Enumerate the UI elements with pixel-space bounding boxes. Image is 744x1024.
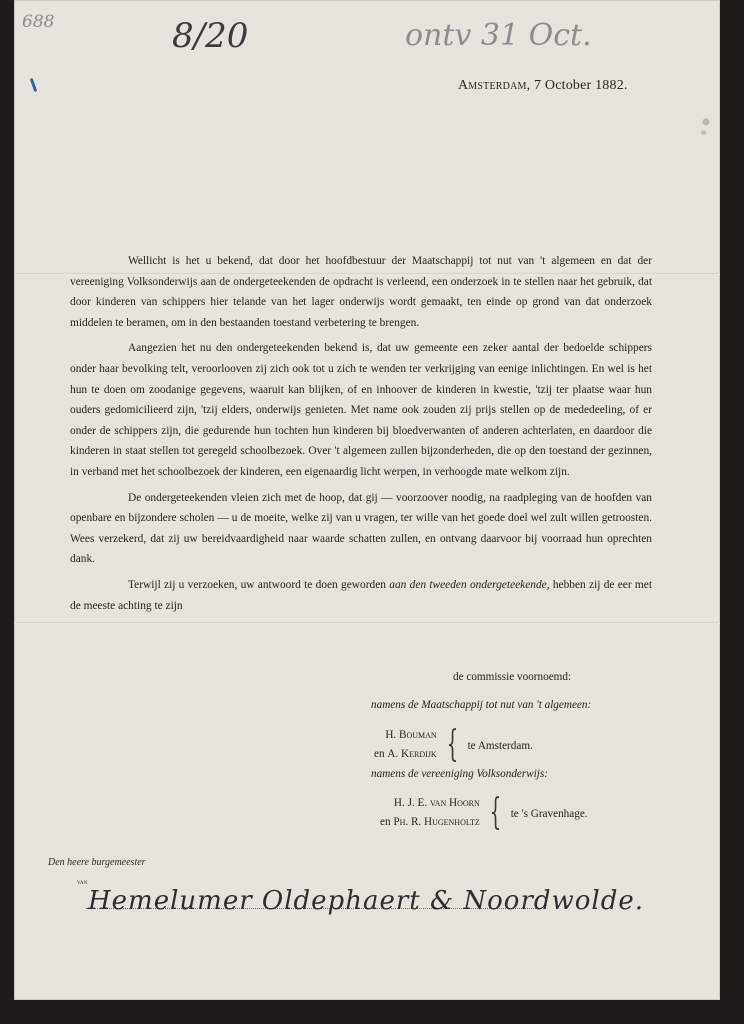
signature-group-gravenhage <box>380 794 588 832</box>
paragraph-3: De ondergeteekenden vleien zich met de hoop, dat gij — voorzoover noodig, na raadpleging van de hoofden van openbare en bijzondere scholen — u de moeite, welke zij van u vragen, ter wille van het goede doel wel zult willen getroosten. Wees verzekerd, dat zij uw bereidvaardigheid naar waarde schatten zullen, en ontvang daarvoor bij voorraad hun oprechten dank. <box>70 491 652 566</box>
letter-body <box>70 251 652 621</box>
signatory-names <box>380 794 480 832</box>
paragraph-4 <box>70 575 652 616</box>
date: 7 October 1882. <box>534 78 628 93</box>
signature-group-amsterdam <box>374 726 533 764</box>
place-amsterdam: te Amsterdam. <box>467 740 533 752</box>
commission-label: de commissie voornoemd: <box>453 671 572 683</box>
maatschappij-label: namens de Maatschappij tot nut van 't algemeen: <box>371 699 592 711</box>
paragraph-1: Wellicht is het u bekend, dat door het hoofdbestuur der Maatschappij tot nut van 't algemeen en dat der vereeniging Volksonderwijs aan de ondergeteekenden de opdracht is verleend, een onderzoek in te stellen naar het gebruik, dat door kinderen van schippers hier telande van het lager onderwijs wordt gemaakt, ten einde op grond van dat onderzoek middelen te beramen, om in den bestaanden toestand verbetering te brengen. <box>70 255 652 329</box>
signatory-bouman: H. Bouman <box>385 729 437 741</box>
signatory-kerdijk: A. Kerdijk <box>387 748 437 760</box>
municipality-handwritten: Hemelumer Oldephaert & Noordwolde. <box>88 886 645 916</box>
van-label: van <box>77 878 88 886</box>
fold-line-lower <box>14 622 720 624</box>
brace: { <box>489 792 501 833</box>
signatory-kerdijk-line: en A. Kerdijk <box>374 748 437 760</box>
final-text-post: hebben zij de eer met de meeste achting te zijn <box>70 578 652 612</box>
archive-number: 688 <box>22 12 55 32</box>
signatory-hugenholtz: Ph. R. Hugenholtz <box>393 816 480 828</box>
addressee-label: Den heere burgemeester <box>48 857 146 868</box>
signatory-hugenholtz-line: en Ph. R. Hugenholtz <box>380 816 480 828</box>
city: Amsterdam <box>458 78 527 93</box>
brace: { <box>446 724 458 765</box>
paper-stain <box>694 110 718 140</box>
place-gravenhage: te 's Gravenhage. <box>510 808 588 820</box>
received-note: ontv 31 Oct. <box>405 18 592 53</box>
final-text-italic: aan den tweeden ondergeteekende, <box>389 578 550 591</box>
final-text-pre: Terwijl zij u verzoeken, uw antwoord te doen geworden <box>128 578 386 591</box>
date-line: Amsterdam, 7 October 1882. <box>458 78 628 93</box>
signatory-names <box>374 726 437 764</box>
volksonderwijs-label: namens de vereeniging Volksonderwijs: <box>371 768 548 780</box>
paragraph-2: Aangezien het nu den ondergeteekenden bekend is, dat uw gemeente een zeker aantal der bedoelde schippers onder haar bevolking telt, veroorlooven zij zich ook tot u zich te wenden ter verkrijging van eenige inlichtingen. En wel is het hun te doen om zoodanige gegevens, waaruit kan blijken, of en inhoover de kinderen in kwestie, 'tzij ter plaatse waar hun ouders gedomicilieerd zijn, 'tzij elders, onderwijs genieten. Met name ook zouden zij prijs stellen op de mededeeling, of er onder de schippers zijn, die gedurende hun tochten hun kinderen bij bloedverwanten of anderen achterlaten, en daardoor die kinderen in staat stellen tot geregeld schoolbezoek. Over 't algemeen zullen bijzonderheden, die op den toestand der gezinnen, in verband met het schoolbezoek der kinderen, een eigenaardig licht werpen, in verhoogde mate welkom zijn. <box>70 342 652 478</box>
signatory-van-hoorn: H. J. E. van Hoorn <box>393 797 480 809</box>
folio-number: 8/20 <box>172 16 249 56</box>
